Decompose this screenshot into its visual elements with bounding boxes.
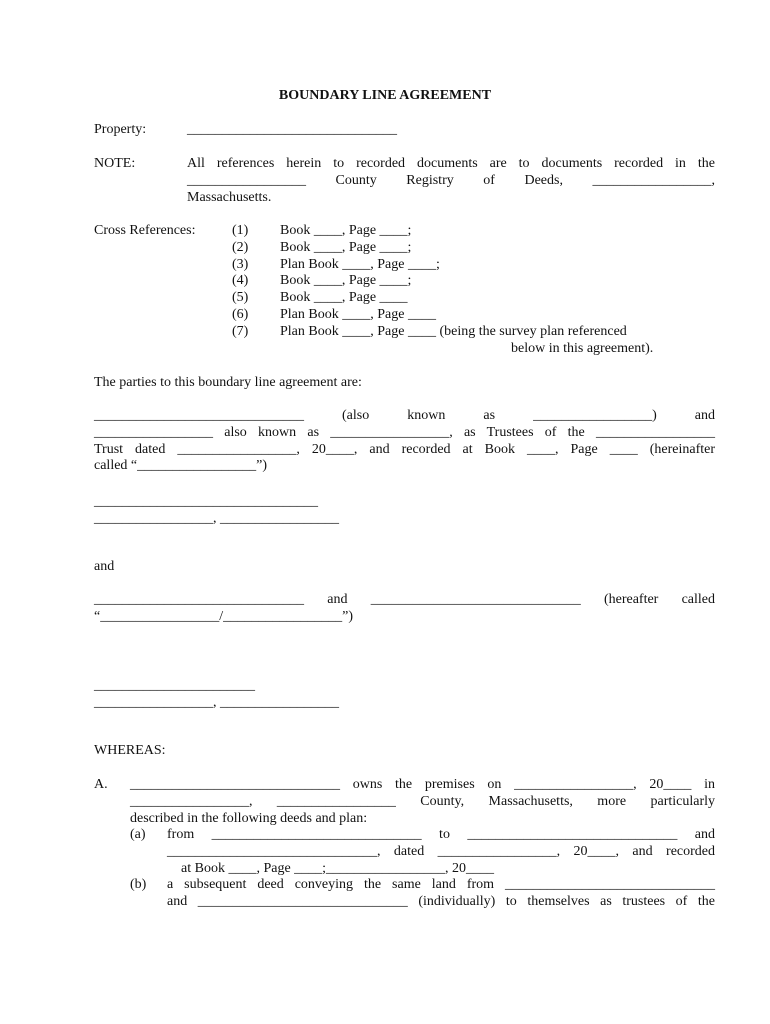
cross-ref-number: (6) <box>232 307 249 322</box>
party-1-line-1: ______________________________ (also known as _________________) and <box>94 408 715 423</box>
party-1-line-2: _________________ also known as _________________, as Trustees of the _________________ <box>94 424 715 440</box>
cross-ref-item <box>232 240 411 257</box>
cross-ref-text: Book ____, Page ____; <box>280 273 412 288</box>
cross-ref-text: Book ____, Page ____; <box>280 223 412 238</box>
document-title: BOUNDARY LINE AGREEMENT <box>278 88 492 103</box>
property-blank: ______________________________ <box>187 122 397 137</box>
sub-item-a-label: (a) <box>130 827 146 842</box>
cross-ref-item-7-continuation: below in this agreement). <box>511 341 654 356</box>
property-label: Property: <box>94 122 147 137</box>
cross-ref-item <box>232 324 627 341</box>
cross-ref-text: Plan Book ____, Page ____ (being the survey plan referenced <box>280 324 627 339</box>
cross-ref-number: (5) <box>232 290 249 305</box>
whereas-heading: WHEREAS: <box>94 743 166 758</box>
party-2-block <box>94 592 715 626</box>
cross-ref-number: (2) <box>232 240 249 255</box>
party-2-address-line-2: _________________, _________________ <box>94 695 339 710</box>
note-line-1: All references herein to recorded documents are to documents recorded in the <box>187 156 715 171</box>
party-1-line-4: called “_________________”) <box>94 458 268 474</box>
recital-a-line-2: _________________, _________________ County, Massachusetts, more particularly <box>130 793 715 809</box>
parties-intro: The parties to this boundary line agreement are: <box>94 375 362 390</box>
party-1-line-3: Trust dated _________________, 20____, and recorded at Book ____, Page ____ (hereinafter <box>94 441 715 457</box>
note-text <box>187 156 715 206</box>
cross-ref-number: (3) <box>232 257 249 272</box>
party-2-address-line-1: _______________________ <box>94 678 255 693</box>
cross-references-label: Cross References: <box>94 223 196 238</box>
cross-ref-text: Plan Book ____, Page ____ <box>280 307 436 322</box>
cross-ref-number: (7) <box>232 324 249 339</box>
sub-item-a-text <box>167 827 715 877</box>
party-1-address-line-2: _________________, _________________ <box>94 511 339 526</box>
recital-a-text <box>130 777 715 827</box>
sub-item-a-line-1: from ______________________________ to ______________________________ and <box>167 827 715 842</box>
note-line-3: Massachusetts. <box>187 189 272 205</box>
and-conjunction: and <box>94 559 115 574</box>
sub-item-a-line-2: ______________________________, dated _________________, 20____, and recorded <box>167 843 715 859</box>
recital-a-label: A. <box>94 777 108 792</box>
sub-item-b-label: (b) <box>130 877 147 892</box>
party-1-block <box>94 408 715 475</box>
cross-ref-item <box>232 223 411 240</box>
sub-item-a-line-3: at Book ____, Page ____;_________________, 20____ <box>181 860 495 876</box>
party-1-address-line-1: ________________________________ <box>94 494 318 509</box>
sub-item-b-text <box>167 877 715 911</box>
cross-ref-number: (1) <box>232 223 249 238</box>
cross-ref-item <box>232 273 411 290</box>
cross-ref-item <box>232 307 436 324</box>
cross-ref-item <box>232 290 408 307</box>
recital-a-line-1: ______________________________ owns the premises on _________________, 20____ in <box>130 777 715 792</box>
note-line-2: _________________ County Registry of Deeds, _________________, <box>187 172 715 188</box>
recital-a-line-3: described in the following deeds and plan: <box>130 810 368 826</box>
sub-item-b-line-2: and ______________________________ (individually) to themselves as trustees of the <box>167 893 715 909</box>
note-label: NOTE: <box>94 156 136 171</box>
cross-ref-number: (4) <box>232 273 249 288</box>
sub-item-b-line-1: a subsequent deed conveying the same land from ______________________________ <box>167 877 715 892</box>
cross-ref-item <box>232 257 440 274</box>
party-2-line-2: “_________________/_________________”) <box>94 608 353 624</box>
cross-ref-text: Book ____, Page ____; <box>280 240 412 255</box>
cross-ref-text: Plan Book ____, Page ____; <box>280 257 440 272</box>
party-2-line-1: ______________________________ and ______________________________ (hereafter called <box>94 592 715 607</box>
cross-ref-text: Book ____, Page ____ <box>280 290 408 305</box>
